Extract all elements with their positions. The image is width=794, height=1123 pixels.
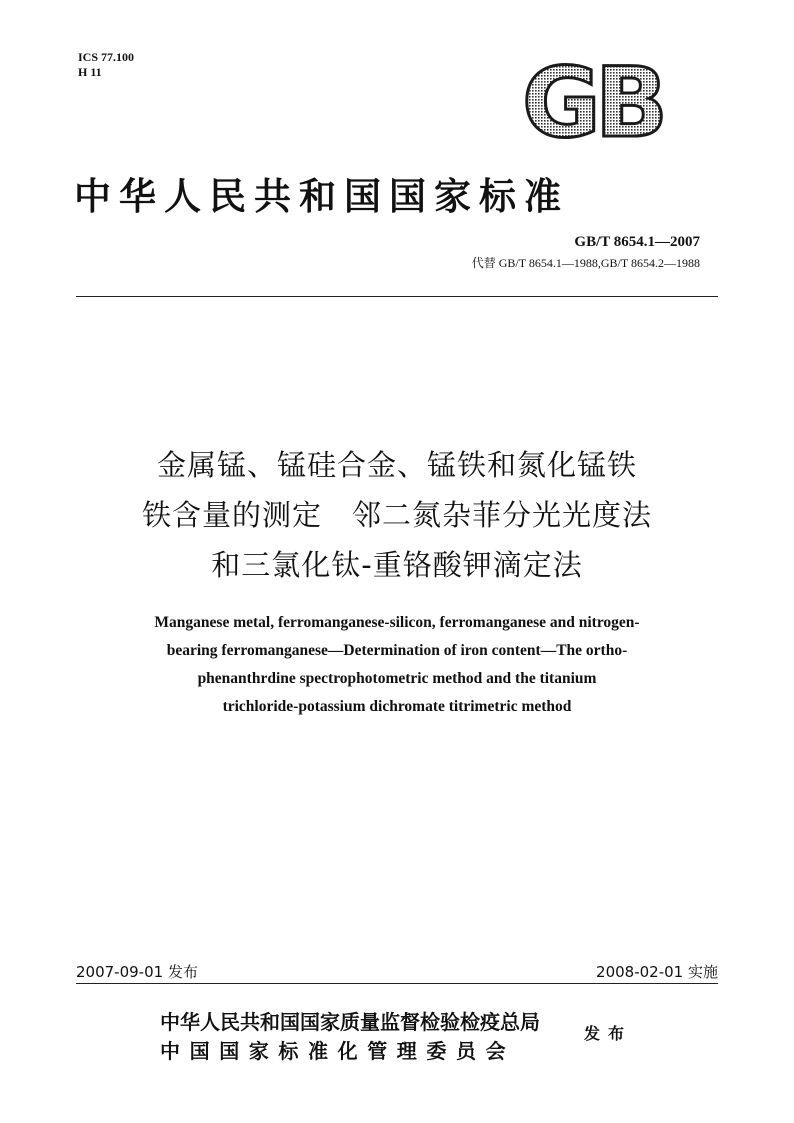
standard-number: GB/T 8654.1—2007 <box>574 234 700 250</box>
issue-date: 2007-09-01 发布 <box>76 963 198 981</box>
bottom-divider <box>76 983 718 984</box>
top-divider <box>76 296 718 297</box>
english-title-line: trichloride-potassium dichromate titrimetric method <box>222 698 572 715</box>
replaces-note: 代替 GB/T 8654.1—1988,GB/T 8654.2—1988 <box>471 256 700 270</box>
publisher-block <box>160 1008 540 1066</box>
publisher-line: 中国国家标准化管理委员会 <box>160 1039 516 1063</box>
chinese-title-line: 金属锰、锰硅合金、锰铁和氮化锰铁 <box>156 448 637 482</box>
implementation-date: 2008-02-01 实施 <box>596 963 718 981</box>
english-title-line: Manganese metal, ferromanganese-silicon, ferromanganese and nitrogen- <box>154 614 640 631</box>
org-title: 中华人民共和国国家标准 <box>74 175 569 218</box>
gb-logo-text: GB <box>522 60 662 144</box>
publisher-line: 中华人民共和国国家质量监督检验检疫总局 <box>160 1010 540 1034</box>
chinese-title <box>60 440 734 590</box>
english-title-line: bearing ferromanganese—Determination of iron content—The ortho- <box>166 642 628 659</box>
english-title-line: phenanthrdine spectrophotometric method and the titanium <box>197 670 597 687</box>
classification-codes <box>78 50 134 80</box>
ccs-code: H 11 <box>78 65 102 79</box>
publish-label: 发布 <box>584 1024 633 1043</box>
english-title <box>100 609 694 721</box>
chinese-title-line: 铁含量的测定 邻二氮杂菲分光光度法 <box>141 498 652 532</box>
chinese-title-line: 和三氯化钛-重铬酸钾滴定法 <box>211 548 583 582</box>
gb-logo <box>508 60 676 144</box>
ics-code: ICS 77.100 <box>78 50 135 64</box>
